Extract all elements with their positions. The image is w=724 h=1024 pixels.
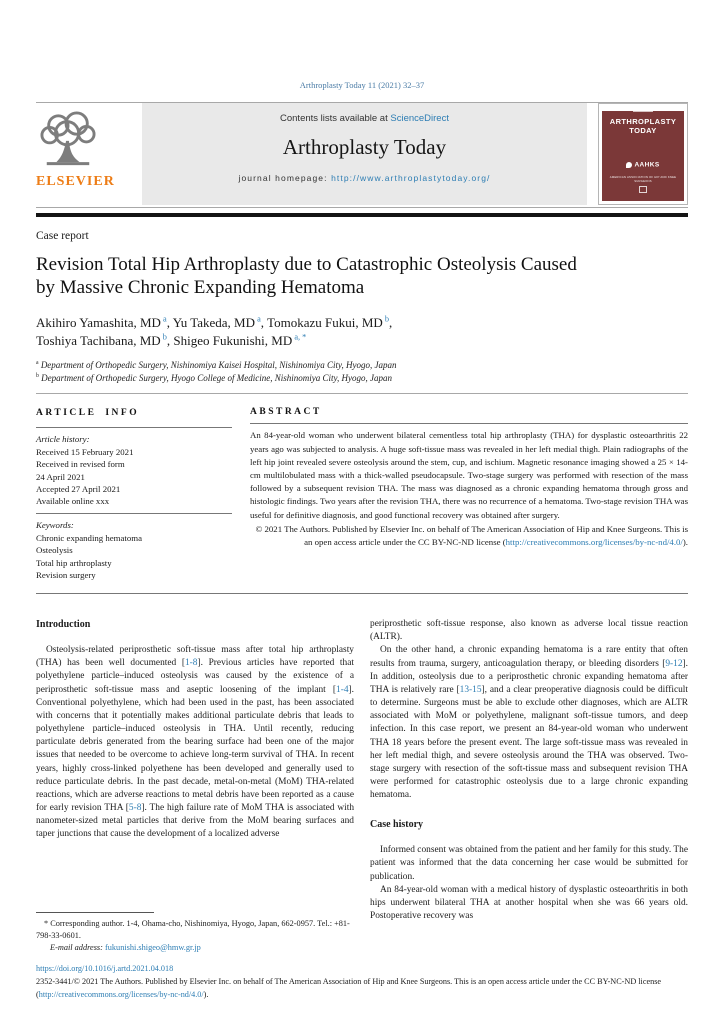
text-run: , Tomokazu Fukui, MD bbox=[260, 315, 383, 331]
text-run: 2352-3441/© 2021 The Authors. Published by Elsevier Inc. on behalf of The American Association of Hip and Knee Surgeons. This is an open access article under the CC BY-NC-ND license ( bbox=[36, 977, 662, 999]
history-line: 24 April 2021 bbox=[36, 471, 85, 482]
journal-title: Arthroplasty Today bbox=[282, 135, 447, 159]
text-run: Revision Total Hip Arthroplasty due to Catastrophic Osteolysis Caused bbox=[36, 254, 577, 275]
text-run: by Massive Chronic Expanding Hematoma bbox=[36, 277, 365, 299]
elsevier-logo bbox=[36, 103, 142, 205]
section-heading: Introduction bbox=[36, 619, 91, 631]
body-paragraph bbox=[370, 618, 688, 644]
journal-header bbox=[36, 103, 688, 205]
text-run: a bbox=[36, 360, 39, 367]
text-run: ). bbox=[203, 989, 209, 999]
inline-link[interactable]: a bbox=[255, 315, 261, 325]
history-line: Received in revised form bbox=[36, 459, 125, 470]
abstract-text: An 84-year-old woman who underwent bilateral cementless total hip arthroplasty (THA) for dysplastic osteoarthritis 22 years ago was subjected to analysis. A huge soft-tissue mass was revealed in her left medial thigh. Plain radiographs of the left hip joint revealed severe osteolysis around the stem, cup, and ischium. Magnetic resonance imaging showed a 25 × 14-cm multilobulated mass with a thick-walled pseudocapsule. Two-stage surgery was performed with resection of the mass followed by a subsequent revision THA. The mass was diagnosed as a chronic expanding hematoma through gross and histologic findings. Two years after the revision THA, there was no recurrence of a hematoma. Two-stage revision THA was useful for definitive diagnosis, and good functional recovery was obtained after surgery. bbox=[250, 430, 688, 520]
left-column bbox=[36, 618, 354, 954]
text-run: , Yu Takeda, MD bbox=[166, 315, 256, 331]
sciencedirect-link[interactable]: ScienceDirect bbox=[390, 113, 449, 124]
cover-issue-mark bbox=[633, 111, 653, 112]
text-run: , Shigeo Fukunishi, MD bbox=[166, 333, 293, 349]
inline-link[interactable]: b bbox=[160, 332, 167, 342]
homepage-label: journal homepage: bbox=[238, 173, 332, 183]
inline-link[interactable]: 9-12 bbox=[665, 658, 683, 669]
journal-cover-art bbox=[602, 111, 684, 201]
footnote-address bbox=[36, 918, 354, 942]
text-run: Informed consent was obtained from the patient and her family for this study. The patient was informed that the data concerning her case would be submitted for publication. bbox=[370, 845, 688, 882]
contents-line bbox=[152, 113, 577, 124]
elsevier-wordmark: ELSEVIER bbox=[36, 174, 115, 189]
text-run: * Corresponding author. 1-4, Ohama-cho, Nishinomiya, Hyogo, Japan, 662-0957. Tel.: +81-798-33-0601. bbox=[36, 919, 350, 941]
inline-link[interactable]: 1-4 bbox=[336, 684, 349, 695]
aahks-swoosh-icon bbox=[626, 162, 632, 168]
abstract-copyright bbox=[250, 523, 688, 549]
text-run: ]. Conventional polyethylene, which had been used in the past, has been associated with concerns that it potentially makes additional particulate debris that leads to polyethylene particle–induced osteolysis in THA. Until recently, reducing particulate debris generated from the bearing surface had been one of the major issues that needed to be overcome to achieve long-term survival of THA. In recent years, highly cross-linked polyethene has been developed and generally used to reduce particulate debris. In the past decade, metal-on-metal (MoM) THA-related reactions, which are adverse reactions to metal debris have been reported as a cause for early revision THA [ bbox=[36, 684, 354, 814]
article-info-heading: ARTICLE INFO bbox=[36, 408, 140, 419]
inline-link[interactable]: fukunishi.shigeo@hmw.gr.jp bbox=[105, 943, 201, 953]
text-run: E-mail address: bbox=[50, 943, 105, 953]
section-heading: Case history bbox=[370, 819, 424, 831]
text-run: ]. The high failure rate of MoM THA is associated with nanometer-sized metal particles that derive from the MoM bearing surfaces and taper junctions that cause the development of a localized adverse bbox=[36, 803, 355, 840]
aahks-wordmark: AAHKS bbox=[634, 161, 660, 169]
info-abstract-section bbox=[36, 394, 688, 581]
footnote-email bbox=[36, 942, 354, 954]
article-info-panel bbox=[36, 407, 232, 581]
corresponding-author-footnote bbox=[36, 902, 354, 954]
footnote-divider bbox=[36, 912, 154, 913]
homepage-link[interactable]: http://www.arthroplastytoday.org/ bbox=[331, 173, 491, 183]
authors-line bbox=[36, 314, 688, 350]
header-black-bar bbox=[36, 213, 688, 217]
affiliation-line bbox=[36, 359, 688, 372]
article-history-label: Article history: bbox=[36, 433, 90, 444]
body-paragraph bbox=[36, 644, 354, 841]
right-column bbox=[370, 618, 688, 954]
affiliations-list bbox=[36, 359, 688, 384]
text-run: ], and a clear preoperative diagnosis could be difficult to determine. Surgeons must be able to exclude other diagnoses, which are ALTR associated with MoM or polyethylene, malignant soft-tissue tumors, and deep infection. In this case report, we present an 84-year-old woman who underwent THA 18 years before the present event. The large soft-tissue mass was revealed in her left medial thigh, and severe osteolysis around the THA was observed. Two-stage surgery with resection of the soft-tissue mass and subsequent revision THA were performed for catastrophic osteolysis due to a large chronic expanding hematoma. bbox=[370, 684, 688, 801]
homepage-line bbox=[152, 173, 577, 183]
inline-link[interactable]: a, * bbox=[292, 332, 307, 342]
inline-link[interactable]: http://creativecommons.org/licenses/by-nc-nd/4.0/ bbox=[505, 536, 683, 547]
contents-text: Contents lists available at bbox=[280, 113, 391, 124]
cover-emblem-icon bbox=[639, 186, 647, 193]
article-body bbox=[36, 618, 688, 954]
divider bbox=[36, 593, 688, 594]
keywords-label: Keywords: bbox=[36, 519, 74, 530]
keyword: Chronic expanding hematoma bbox=[36, 532, 143, 543]
cover-title-line1: ARTHROPLASTY bbox=[609, 117, 677, 126]
article-history-lines bbox=[36, 446, 232, 508]
cover-title-line2: TODAY bbox=[629, 126, 657, 136]
text-run: An 84-year-old woman with a medical history of dysplastic osteoarthritis in both hips underwent bilateral THA at another hospital when she was 66 years old. Postoperative recovery was bbox=[370, 884, 688, 922]
text-run: On the other hand, a chronic expanding hematoma is a rare entity that often results from trauma, surgery, anticoagulation therapy, or bleeding disorders [ bbox=[370, 645, 688, 669]
inline-link[interactable]: b bbox=[382, 315, 390, 325]
history-line: Received 15 February 2021 bbox=[36, 447, 134, 458]
aahks-logo bbox=[602, 156, 684, 193]
body-paragraph bbox=[370, 844, 688, 883]
page-footer bbox=[36, 963, 688, 1001]
journal-citation: Arthroplasty Today 11 (2021) 32–37 bbox=[299, 80, 425, 90]
text-run: ]. Previous articles have reported that polyethylene particle–induced osteolysis was caused by the existence of a periprosthetic soft-tissue mass and aseptic loosening of the implant [ bbox=[36, 658, 354, 695]
body-paragraph bbox=[370, 644, 688, 802]
text-run: Department of Orthopedic Surgery, Hyogo College of Medicine, Nishinomiya City, Hyogo, Japan bbox=[38, 372, 392, 383]
inline-link[interactable]: a bbox=[160, 315, 167, 325]
divider bbox=[36, 427, 232, 428]
text-run: , bbox=[389, 315, 393, 331]
text-run: ]. In addition, osteolysis due to a periprosthetic chronic expanding hematoma after THA is relatively rare [ bbox=[370, 658, 688, 695]
header-bottom-divider bbox=[36, 207, 688, 208]
text-run: Akihiro Yamashita, MD bbox=[36, 315, 161, 331]
inline-link[interactable]: 13-15 bbox=[459, 684, 482, 695]
affiliation-line bbox=[36, 372, 688, 385]
left-column-text bbox=[36, 618, 354, 841]
copyright-line bbox=[36, 976, 688, 1001]
article-title bbox=[36, 253, 688, 299]
aahks-subtitle: AMERICAN ASSOCIATION OF HIP AND KNEE SURGEONS bbox=[609, 175, 677, 183]
text-run: b bbox=[36, 372, 39, 379]
divider bbox=[36, 513, 232, 514]
divider bbox=[250, 423, 688, 424]
keyword: Osteolysis bbox=[36, 545, 73, 556]
cover-title bbox=[602, 117, 684, 136]
elsevier-tree-icon bbox=[36, 111, 100, 167]
abstract-panel bbox=[250, 407, 688, 581]
inline-link[interactable]: 1-8 bbox=[184, 658, 198, 669]
text-run: Osteolysis-related periprosthetic soft-tissue mass after total hip arthroplasty (THA) has been well documented [ bbox=[36, 645, 354, 669]
article-type-label: Case report bbox=[36, 230, 89, 242]
abstract-heading: ABSTRACT bbox=[250, 407, 322, 418]
journal-cover-thumbnail bbox=[598, 103, 688, 205]
inline-link[interactable]: 5-8 bbox=[128, 803, 142, 814]
text-run: © 2021 The Authors. Published by Elsevier Inc. on behalf of The American Association of Hip and Knee Surgeons. This is an open access article under the CC BY-NC-ND license ( bbox=[255, 523, 688, 547]
body-paragraph bbox=[370, 884, 688, 923]
text-run: periprosthetic soft-tissue response, also known as adverse local tissue reaction (ALTR). bbox=[370, 619, 688, 643]
inline-link[interactable]: http://creativecommons.org/licenses/by-nc-nd/4.0/ bbox=[38, 989, 204, 999]
text-run: Toshiya Tachibana, MD bbox=[36, 333, 161, 349]
history-line: Available online xxx bbox=[36, 496, 110, 507]
keyword: Total hip arthroplasty bbox=[36, 557, 112, 568]
journal-banner bbox=[142, 103, 587, 205]
keywords-list bbox=[36, 532, 232, 581]
doi-link[interactable]: https://doi.org/10.1016/j.artd.2021.04.018 bbox=[36, 964, 174, 974]
text-run: ). bbox=[682, 536, 688, 547]
keyword: Revision surgery bbox=[36, 569, 96, 580]
history-line: Accepted 27 April 2021 bbox=[36, 483, 121, 494]
text-run: Department of Orthopedic Surgery, Nishinomiya Kaisei Hospital, Nishinomiya City, Hyogo, Japan bbox=[38, 360, 397, 371]
